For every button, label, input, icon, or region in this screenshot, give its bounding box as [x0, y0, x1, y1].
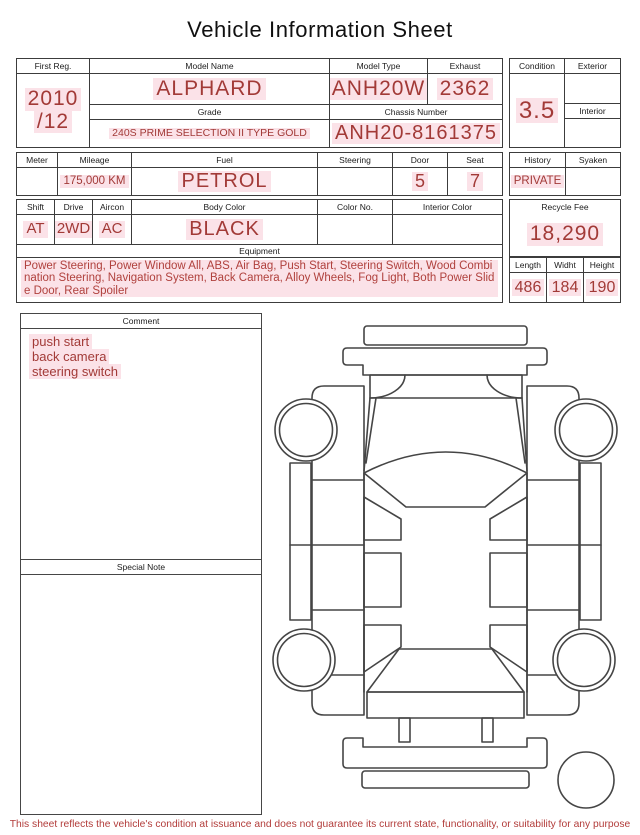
exterior-label: Exterior: [565, 59, 620, 74]
recycle-fee-label: Recycle Fee: [541, 201, 589, 212]
comment-line: [29, 350, 253, 364]
comment-header: [21, 314, 261, 329]
grade-value: [90, 120, 330, 147]
model-name-text: ALPHARD: [153, 78, 265, 101]
interior-color-value: [393, 215, 502, 244]
history-value: [510, 168, 566, 195]
chassis-number-value: [330, 120, 502, 147]
model-name-value: [90, 74, 330, 105]
width-text: 184: [549, 279, 582, 296]
door-label: Door: [393, 153, 448, 168]
height-text: 190: [586, 279, 619, 296]
condition-value: [510, 74, 565, 147]
length-value: [510, 273, 547, 302]
equipment-text: Power Steering, Power Window All, ABS, Air Bag, Push Start, Steering Switch, Wood Combination Steering, Navigation System, Back Camera, Alloy Wheels, Fog Light, Both Power Slide Door, Rear Spoiler: [21, 260, 498, 297]
shift-text: AT: [23, 221, 47, 237]
seat-text: 7: [467, 172, 483, 191]
condition-text: 3.5: [516, 98, 558, 124]
history-label: History: [510, 153, 566, 168]
history-text: PRIVATE: [511, 175, 565, 187]
door-text: 5: [412, 172, 428, 191]
history-table: [509, 152, 621, 196]
interior-label: Interior: [565, 104, 620, 119]
drive-value: [55, 215, 93, 244]
model-type-label: Model Type: [330, 59, 428, 74]
comment-body: [21, 329, 261, 386]
page-title: Vehicle Information Sheet: [187, 17, 453, 42]
dimensions-table: [509, 257, 621, 303]
comment-header-text: Comment: [122, 316, 160, 326]
length-text: 486: [512, 279, 545, 296]
exhaust-value: [428, 74, 502, 105]
model-name-label: Model Name: [90, 59, 330, 74]
door-panels: [364, 497, 527, 672]
fuel-value: [132, 168, 318, 195]
aircon-label: Aircon: [93, 200, 132, 215]
equipment-label: Equipment: [17, 245, 502, 258]
equipment-table: [16, 244, 503, 303]
drivetrain-table: [16, 199, 503, 245]
special-note-header: [21, 559, 261, 575]
front-bumper: [343, 326, 547, 375]
car-top-view-diagram: [264, 313, 640, 813]
special-note-header-text: Special Note: [116, 562, 166, 572]
length-label: Length: [510, 258, 547, 273]
recycle-fee-table: [509, 199, 621, 257]
syaken-value: [566, 168, 620, 195]
mileage-table: [16, 152, 503, 196]
seat-value: [448, 168, 502, 195]
meter-label: Meter: [17, 153, 58, 168]
syaken-label: Syaken: [566, 153, 620, 168]
color-no-value: [318, 215, 393, 244]
drive-label: Drive: [55, 200, 93, 215]
width-value: [547, 273, 584, 302]
exterior-value: [565, 74, 620, 104]
mileage-value: [58, 168, 132, 195]
body-color-text: BLACK: [186, 219, 263, 241]
door-value: [393, 168, 448, 195]
color-no-label: Color No.: [318, 200, 393, 215]
rear-bumper: [343, 649, 547, 788]
comment-line: [29, 335, 253, 349]
shift-value: [17, 215, 55, 244]
comment-line-text: steering switch: [29, 364, 121, 379]
fuel-label: Fuel: [132, 153, 318, 168]
height-label: Height: [584, 258, 620, 273]
first-reg-year: 2010: [25, 88, 82, 111]
recycle-fee-text: 18,290: [527, 223, 603, 246]
width-label: Widht: [547, 258, 584, 273]
model-type-text: ANH20W: [330, 78, 428, 101]
interior-color-label: Interior Color: [393, 200, 502, 215]
condition-label: Condition: [510, 59, 565, 74]
comment-line-text: push start: [29, 334, 92, 349]
fuel-text: PETROL: [178, 171, 270, 193]
first-reg-label: First Reg.: [17, 59, 90, 74]
height-value: [584, 273, 620, 302]
interior-value: [565, 119, 620, 147]
exhaust-text: 2362: [437, 78, 494, 101]
steering-label: Steering: [318, 153, 393, 168]
body-color-value: [132, 215, 318, 244]
comment-line: [29, 365, 253, 379]
side-body-panels: [312, 386, 579, 715]
seat-label: Seat: [448, 153, 502, 168]
grade-text: 240S PRIME SELECTION II TYPE GOLD: [109, 128, 310, 139]
model-type-value: [330, 74, 428, 105]
identity-table: [16, 58, 503, 148]
exhaust-label: Exhaust: [428, 59, 502, 74]
first-reg-month: /12: [34, 111, 72, 134]
disclaimer-text: This sheet reflects the vehicle's condition at issuance and does not guarantee its current state, functionality, or suitability for any purpose: [9, 819, 631, 830]
grade-label: Grade: [90, 105, 330, 120]
aircon-value: [93, 215, 132, 244]
recycle-fee-value: [510, 213, 620, 256]
shift-label: Shift: [17, 200, 55, 215]
chassis-number-text: ANH20-8161375: [332, 123, 500, 145]
aircon-text: AC: [99, 221, 126, 237]
mileage-label: Mileage: [58, 153, 132, 168]
chassis-number-label: Chassis Number: [330, 105, 502, 120]
comment-panel: [20, 313, 262, 815]
meter-value: [17, 168, 58, 195]
mileage-text: 175,000 KM: [60, 175, 128, 187]
drive-text: 2WD: [55, 221, 93, 237]
condition-table: [509, 58, 621, 148]
first-reg-value: [17, 74, 90, 147]
stamp-circle: [558, 752, 614, 808]
comment-line-text: back camera: [29, 349, 109, 364]
rocker-strips: [290, 463, 601, 620]
steering-value: [318, 168, 393, 195]
body-color-label: Body Color: [132, 200, 318, 215]
windshield: [364, 375, 527, 471]
equipment-value: [17, 258, 502, 302]
